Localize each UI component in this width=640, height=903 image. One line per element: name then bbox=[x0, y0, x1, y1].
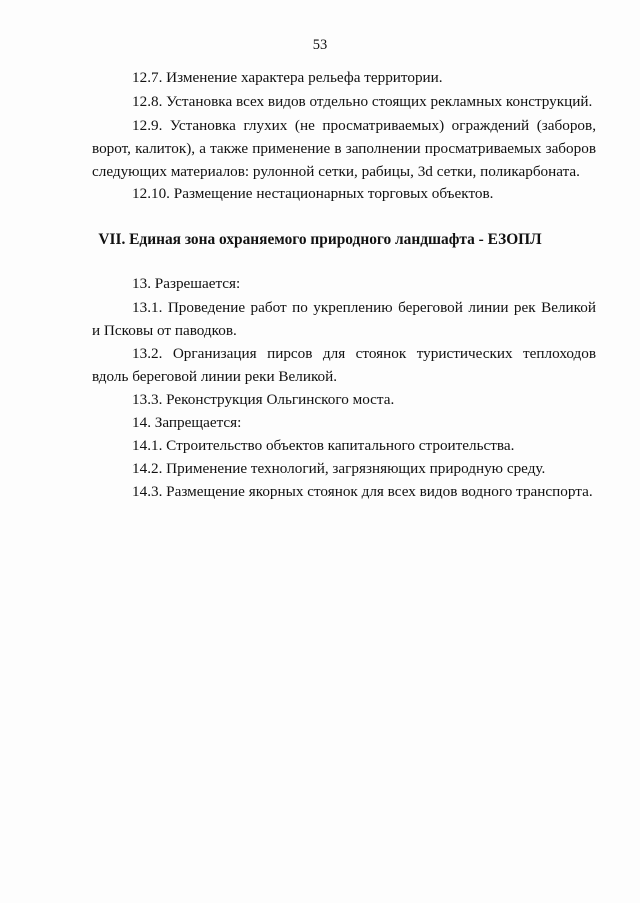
item-12-10: 12.10. Размещение нестационарных торговых объектов. bbox=[132, 185, 494, 202]
section-heading: VII. Единая зона охраняемого природного ландшафта - ЕЗОПЛ bbox=[98, 231, 542, 248]
page-number: 53 bbox=[312, 37, 328, 53]
item-14-1: 14.1. Строительство объектов капитального строительства. bbox=[132, 437, 515, 454]
item-13-1-line1: 13.1. Проведение работ по укреплению береговой линии рек Великой bbox=[132, 299, 596, 316]
item-14: 14. Запрещается: bbox=[132, 414, 242, 431]
item-13-3: 13.3. Реконструкция Ольгинского моста. bbox=[132, 391, 395, 408]
item-13: 13. Разрешается: bbox=[132, 275, 241, 292]
item-13-2-line1: 13.2. Организация пирсов для стоянок туристических теплоходов bbox=[132, 345, 596, 362]
item-13-2-line2: вдоль береговой линии реки Великой. bbox=[92, 368, 338, 385]
item-12-7: 12.7. Изменение характера рельефа территории. bbox=[132, 69, 443, 86]
item-14-2: 14.2. Применение технологий, загрязняющих природную среду. bbox=[132, 460, 546, 477]
item-12-9-line1: 12.9. Установка глухих (не просматриваемых) ограждений (заборов, bbox=[132, 117, 596, 134]
item-12-9-line3: следующих материалов: рулонной сетки, рабицы, 3d сетки, поликарбоната. bbox=[92, 163, 580, 180]
item-14-3: 14.3. Размещение якорных стоянок для всех видов водного транспорта. bbox=[132, 483, 593, 500]
item-13-1-line2: и Псковы от паводков. bbox=[92, 322, 237, 339]
item-12-8: 12.8. Установка всех видов отдельно стоящих рекламных конструкций. bbox=[132, 93, 593, 110]
item-12-9-line2: ворот, калиток), а также применение в заполнении просматриваемых заборов bbox=[92, 140, 596, 157]
